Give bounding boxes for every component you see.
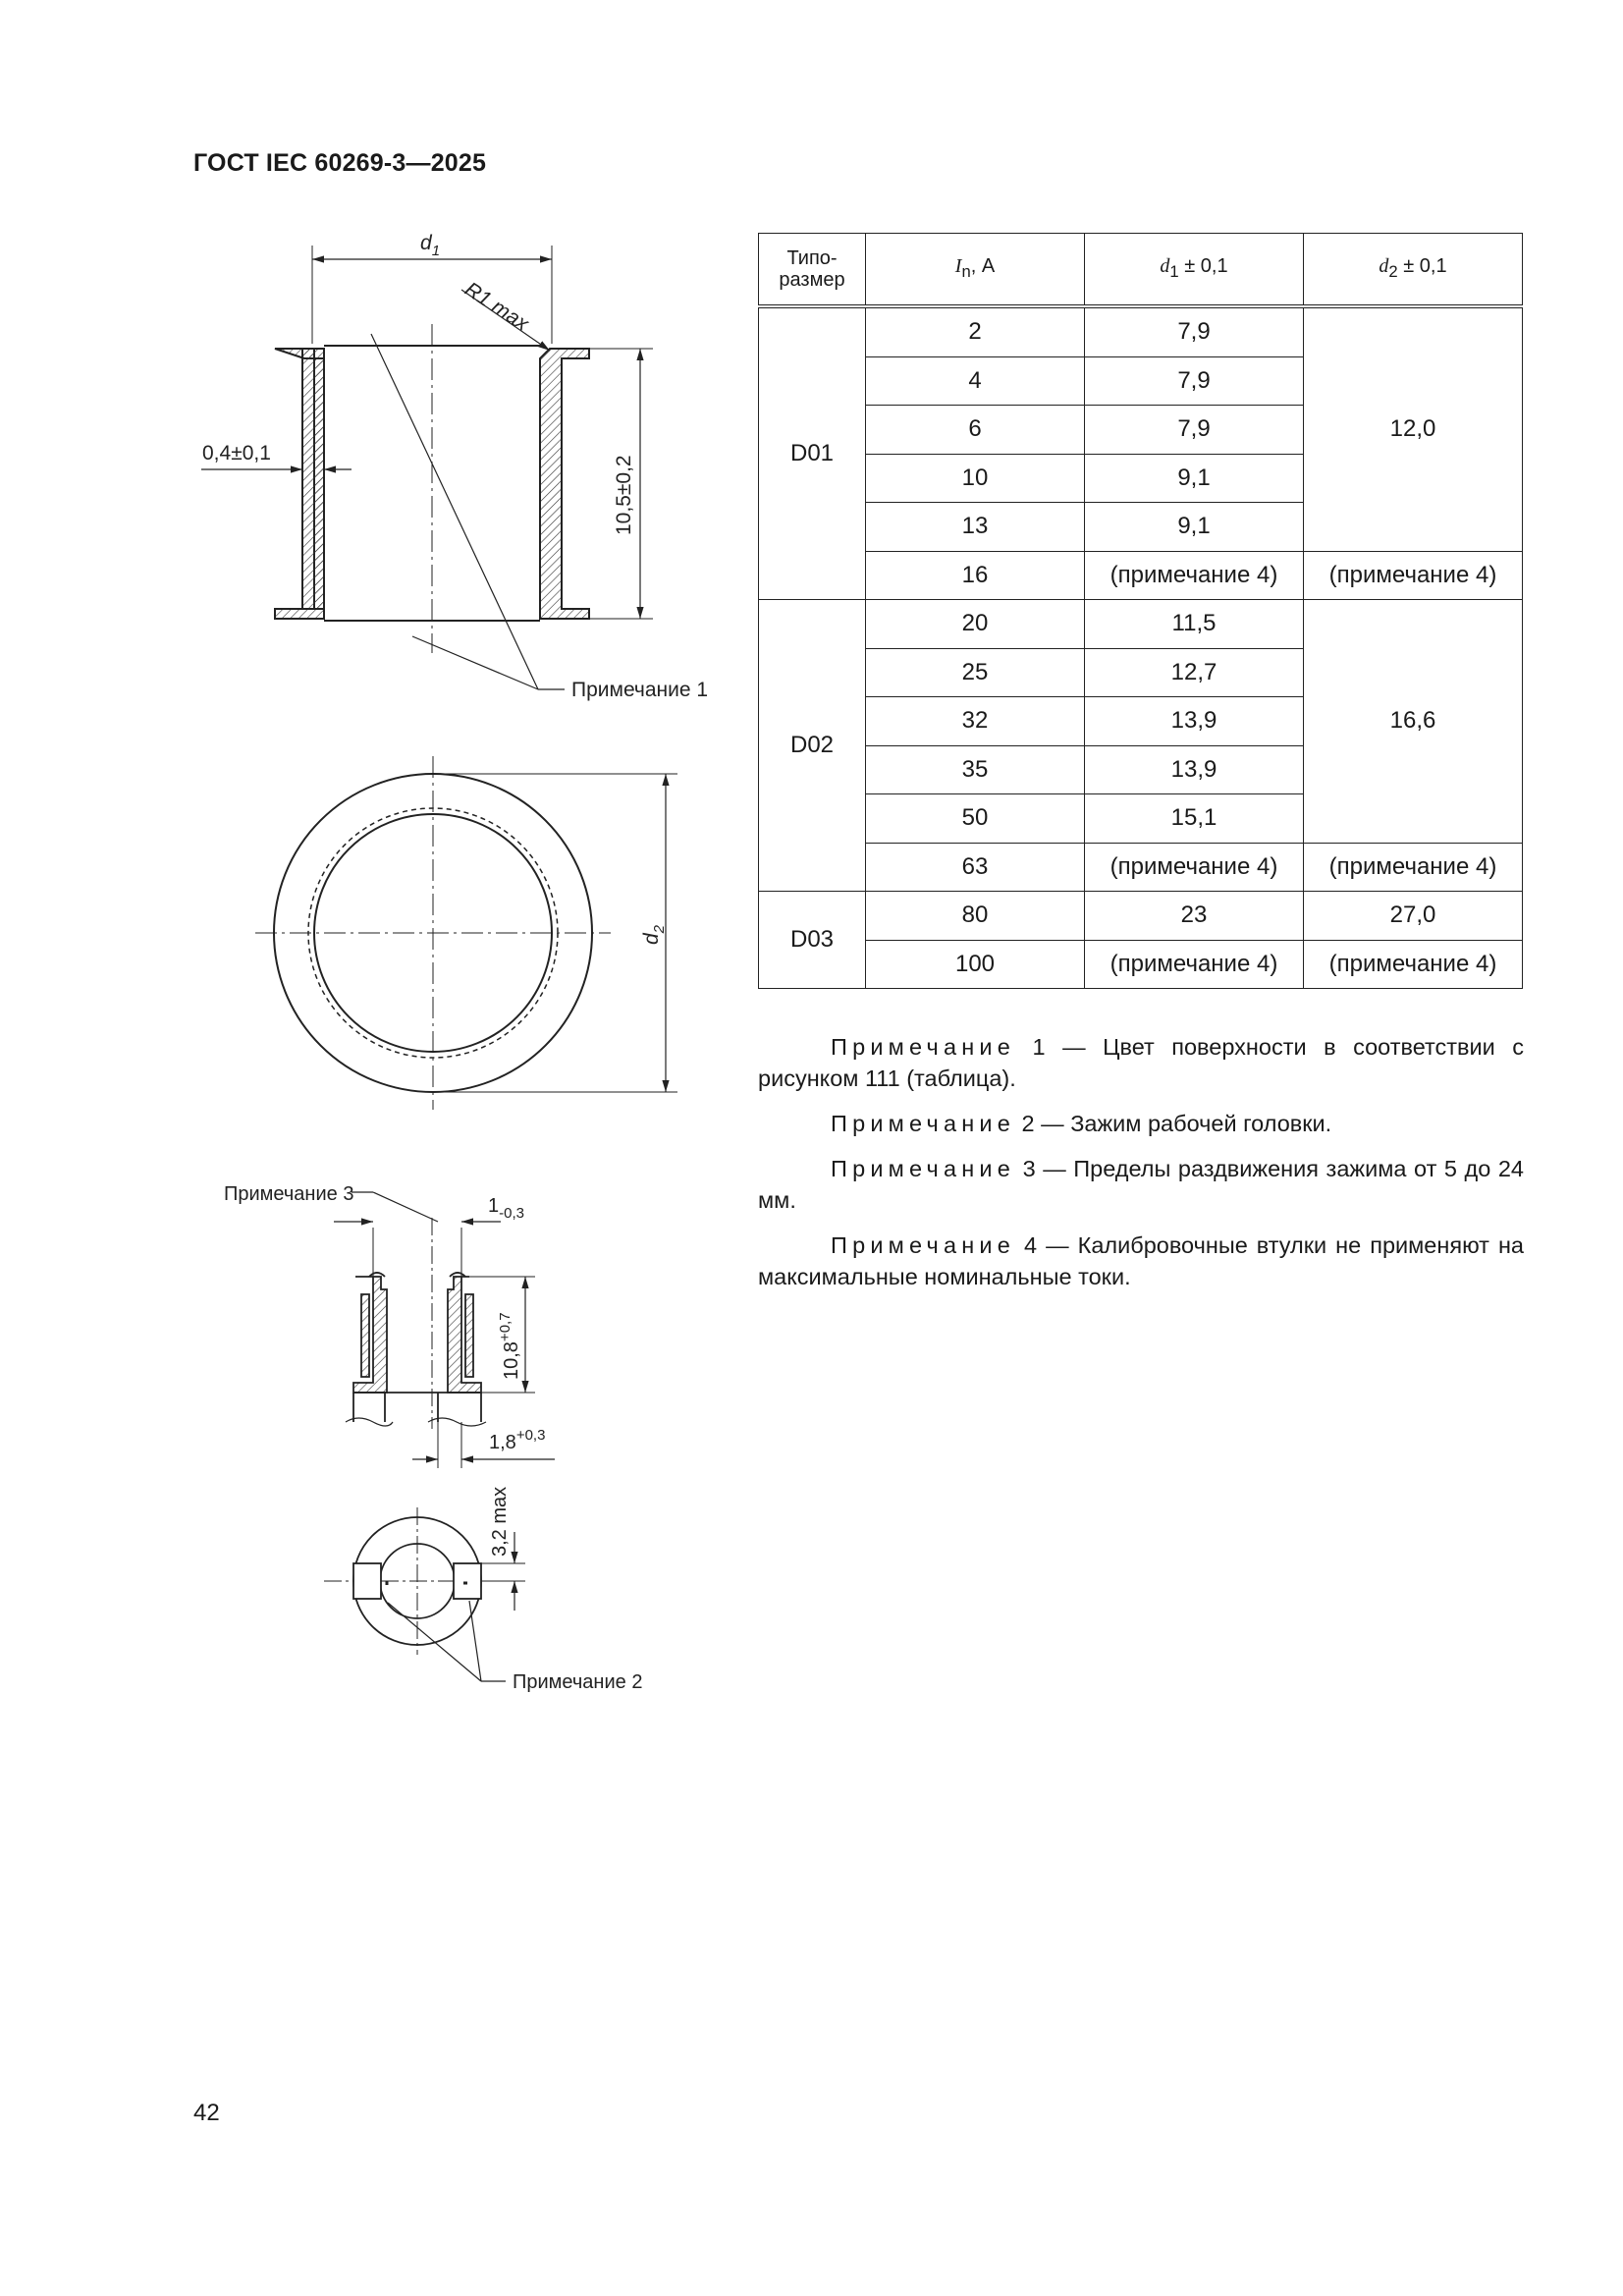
- in-cell: 32: [866, 697, 1085, 746]
- d2-cell: (примечание 4): [1304, 940, 1523, 989]
- in-cell: 20: [866, 600, 1085, 649]
- d1-cell: 23: [1085, 892, 1304, 941]
- table-row: [759, 551, 1523, 600]
- in-cell: 35: [866, 745, 1085, 794]
- ring-view: [255, 756, 677, 1110]
- type-cell: D02: [759, 600, 866, 892]
- in-cell: 50: [866, 794, 1085, 844]
- table-row: [759, 600, 1523, 649]
- d2-cell: 16,6: [1304, 600, 1523, 844]
- header-d1: $d_1 \pm 0,1$: [1085, 234, 1304, 307]
- d1-cell: (примечание 4): [1085, 551, 1304, 600]
- depth-label: 3,2 max: [489, 1486, 511, 1557]
- in-cell: 100: [866, 940, 1085, 989]
- clamp-section-labels: [224, 1183, 545, 1453]
- d1-cell: 7,9: [1085, 306, 1304, 356]
- clamp-section-view: [334, 1192, 555, 1468]
- d1-cell: 11,5: [1085, 600, 1304, 649]
- note-3: Примечание 3 — Пределы раздвижения зажима от 5 до 24 мм.: [758, 1156, 1524, 1213]
- page-number: 42: [193, 2100, 220, 2126]
- in-cell: 25: [866, 648, 1085, 697]
- height-label: 10,5±0,2: [613, 455, 635, 535]
- in-cell: 80: [866, 892, 1085, 941]
- in-cell: 6: [866, 406, 1085, 455]
- in-cell: 2: [866, 306, 1085, 356]
- note-4: Примечание 4 — Калибровочные втулки не применяют на максимальные номинальные токи.: [758, 1232, 1524, 1289]
- note1-callout: Примечание 1: [571, 679, 709, 701]
- notes-section: [758, 1031, 1524, 1306]
- d1-cell: 13,9: [1085, 745, 1304, 794]
- clamp-top-labels: [489, 1487, 642, 1693]
- header-in: $I_n$, А: [866, 234, 1085, 307]
- d2-label: $d_2$: [640, 924, 668, 945]
- clamp-top-view: [324, 1507, 525, 1681]
- d1-cell: 15,1: [1085, 794, 1304, 844]
- table-row: [759, 892, 1523, 941]
- note3-callout: Примечание 3: [224, 1183, 354, 1205]
- gap-dimension-label: $1_{-0,3}$: [488, 1195, 524, 1222]
- d2-cell: (примечание 4): [1304, 843, 1523, 892]
- bottom-dimension-label: $1,8^{+0,3}$: [489, 1427, 546, 1453]
- in-cell: 13: [866, 503, 1085, 552]
- type-cell: D03: [759, 892, 866, 989]
- d2-cell: (примечание 4): [1304, 551, 1523, 600]
- table-row: [759, 843, 1523, 892]
- d1-cell: 7,9: [1085, 406, 1304, 455]
- d1-cell: 9,1: [1085, 503, 1304, 552]
- dimensions-table: [758, 233, 1523, 989]
- note2-callout: Примечание 2: [513, 1671, 643, 1693]
- clamp-height-label: $10,8^{+0,7}$: [497, 1312, 522, 1380]
- d1-cell: 12,7: [1085, 648, 1304, 697]
- wall-thickness-label: 0,4±0,1: [202, 442, 271, 465]
- d1-cell: 9,1: [1085, 454, 1304, 503]
- header-d2: $d_2 \pm 0,1$: [1304, 234, 1523, 307]
- d1-cell: 13,9: [1085, 697, 1304, 746]
- d1-cell: 7,9: [1085, 356, 1304, 406]
- in-cell: 63: [866, 843, 1085, 892]
- d2-cell: 12,0: [1304, 306, 1523, 551]
- table-row: [759, 306, 1523, 356]
- sleeve-section-labels: [202, 232, 708, 701]
- sleeve-section-view: [201, 246, 653, 689]
- d2-cell: 27,0: [1304, 892, 1523, 941]
- table-header-row: [759, 234, 1523, 307]
- table-row: [759, 940, 1523, 989]
- note-2: Примечание 2 — Зажим рабочей головки.: [831, 1111, 1332, 1136]
- document-header: ГОСТ IEC 60269-3—2025: [193, 149, 487, 177]
- header-type: Типо- размер: [759, 234, 866, 307]
- radius-label: R1 max: [460, 277, 533, 336]
- in-cell: 10: [866, 454, 1085, 503]
- in-cell: 4: [866, 356, 1085, 406]
- note-1: Примечание 1 — Цвет поверхности в соответствии с рисунком 111 (таблица).: [758, 1034, 1524, 1091]
- d1-cell: (примечание 4): [1085, 843, 1304, 892]
- type-cell: D01: [759, 306, 866, 600]
- in-cell: 16: [866, 551, 1085, 600]
- d1-cell: (примечание 4): [1085, 940, 1304, 989]
- d1-label: $d_1$: [420, 232, 441, 259]
